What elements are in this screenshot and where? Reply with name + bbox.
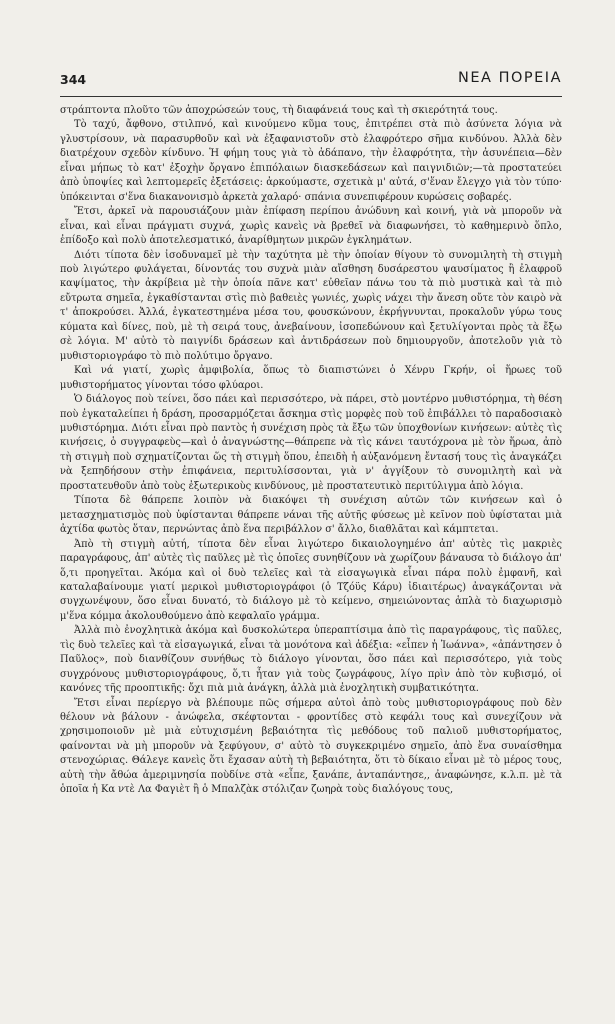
page-number: 344 <box>60 72 87 87</box>
paragraph: Ὁ διάλογος ποὺ τείνει, ὅσο πάει καὶ περισσότερο, νὰ πάρει, στὸ μοντέρνο μυθιστόρημα, τὴ θέση ποὺ ἐγκαταλείπει ἡ δράση, προσαρμόζεται ἄσκημα στὶς μορφὲς ποὺ τοῦ ἐπιβάλλει τὸ παραδοσιακὸ μυθιστόρημα. Διότι εἶναι πρὸ παντὸς ἡ συνέχιση πρὸς τὰ ἔξω τῶν ὑποχθονίων κινήσεων: αὐτὲς τὶς κινήσεις, ὁ συγγραφεὺς—καὶ ὁ ἀναγνώστης—θάπρεπε νὰ τὶς κάνει ταυτόχρονα μὲ τὸν ἥρωα, ἀπὸ τὴ στιγμὴ ποὺ σχηματίζονται ὥς τὴ στιγμὴ ὅπου, ἐπειδὴ ἡ αὐξανόμενη ἔντασή τους τὶς ἀναγκάζει νὰ ξεπηδήσουν στὴν ἐπιφάνεια, περιτυλίσσονται, γιὰ ν' ἀγγίξουν τὸ συνομιλητὴ καὶ νὰ προστατευθοῦν ἀπὸ τοὺς ἐξωτερικοὺς κινδύνους, μὲ προστατευτικὸ περιτύλιγμα ἀπὸ λόγια. <box>60 394 562 492</box>
paragraph: Καὶ νά γιατί, χωρὶς ἀμφιβολία, ὅπως τὸ διαπιστώνει ὁ Χένρυ Γκρήν, οἱ ἥρωες τοῦ μυθιστορήματος γίνονται τόσο φλύαροι. <box>60 365 562 391</box>
paragraph: Ἀπὸ τὴ στιγμὴ αὐτή, τίποτα δὲν εἶναι λιγώτερο δικαιολογημένο ἀπ' αὐτὲς τὶς μακριὲς παραγράφους, ἀπ' αὐτὲς τὶς παῦλες μὲ τὶς ὁποῖες συνηθίζουν νὰ χωρίζουν βάναυσα τὸ διάλογο ἀπ' ὅ,τι προηγεῖται. Ἀκόμα καὶ οἱ δυὸ τελεῖες καὶ τὰ εἰσαγωγικὰ εἶναι πάρα πολὺ ἐμφανῆ, καὶ καταλαβαίνουμε γιατί μερικοὶ μυθιστοριογράφοι (ὁ Τζόϋς Κάρυ) ἰδιαιτέρως) ἀναγκάζονται νὰ συγχωνέψουν, ὅσο εἶναι δυνατό, τὸ διάλογο μὲ τὸ κείμενο, σημειώνοντας ἁπλὰ τὸ διαχωρισμὸ μ'ἕνα κόμμα ἀκολουθούμενο ἀπὸ κεφαλαῖο γράμμα. <box>60 538 562 622</box>
paragraph: Ἀλλὰ πιὸ ἐνοχλητικὰ ἀκόμα καὶ δυσκολώτερα ὑπεραπτίσιμα ἀπὸ τὶς παραγράφους, τὶς παῦλες, τὶς δυὸ τελεῖες καὶ τὰ εἰσαγωγικά, εἶναι τὰ μονότονα καὶ ἀδέξια: «εἶπεν ἡ Ἰωάννα», «ἀπάντησεν ὁ Παῦλος», ποὺ διανθίζουν συνήθως τὸ διάλογο γίνονται, ὅσο πάει καὶ περισσότερο, γιὰ τοὺς συγχρόνους μυθιστοριογράφους, ὅ,τι ἦταν γιὰ τοὺς ζωγράφους, λίγο πρὶν ἀπὸ τὸν κυβισμό, οἱ κανόνες τῆς προοπτικῆς: ὄχι πιὰ μιὰ ἀνάγκη, ἀλλὰ μιὰ ἐνοχλητικὴ συμβατικότητα. <box>60 625 562 695</box>
journal-title: ΝΕΑ ΠΟΡΕΙΑ <box>458 70 562 86</box>
paragraph: Τίποτα δὲ θάπρεπε λοιπὸν νὰ διακόψει τὴ συνέχιση αὐτῶν τῶν κινήσεων καὶ ὁ μετασχηματισμὸς ποὺ ὑφίστανται θάπρεπε νάναι τῆς αὐτῆς φύσεως μὲ κεῖνον ποὺ ὑφίσταται μιὰ ἀχτίδα φωτὸς ὅταν, περνώντας ἀπὸ ἕνα περιβάλλον σ' ἄλλο, διαθλᾶται καὶ κάμπτεται. <box>60 495 562 536</box>
paragraph: Ἔτσι εἶναι περίεργο νὰ βλέπουμε πῶς σήμερα αὐτοὶ ἀπὸ τοὺς μυθιστοριογράφους ποὺ δὲν θέλουν νὰ βάλουν - ἀνώφελα, σκέφτονται - φροντίδες στὸ κεφάλι τους καὶ συνεχίζουν νὰ χρησιμοποιοῦν μὲ μιὰ εὐτυχισμένη βεβαιότητα τὶς μεθόδους τοῦ παλιοῦ μυθιστορήματος, φαίνονται νὰ μὴ μποροῦν νὰ ξεφύγουν, σ' αὐτὸ τὸ συγκεκριμένο σημεῖο, ἀπὸ ἕνα συναίσθημα στενοχώριας. Θάλεγε κανεὶς ὅτι ἔχασαν αὐτὴ τὴ βεβαιότητα, ὅτι τὸ δίκαιο εἶναι μὲ τὸ μέρος τους, αὐτὴ τὴν ἄθώα ἀμεριμνησία ποὺδίνε στὰ «εἶπε, ξανάπε, ἀνταπάντησε,, ἀναφώνησε, κ.λ.π. μὲ τὰ ὁποῖα ἡ Κα ντὲ Λα Φαγιὲτ ἢ ὁ Μπαλζὰκ στόλιζαν ζωηρὰ τοὺς διαλόγους τους, <box>60 697 562 796</box>
paragraph: Διότι τίποτα δὲν ἰσοδυναμεῖ μὲ τὴν ταχύτητα μὲ τὴν ὁποίαν θίγουν τὸ συνομιλητὴ τὴ στιγμὴ ποὺ λιγώτερο φυλάγεται, δίνοντάς του συχνὰ μιὰν αἴσθηση δυσάρεστου ψαυσίματος ἢ ἐλαφροῦ καψίματος, τὴν ἀκρίβεια μὲ τὴν ὁποία πᾶνε κατ' εὐθεῖαν πάνω του τὰ πιὸ μυστικὰ καὶ τὰ πιὸ εὔτρωτα σημεῖα, ἐγκαθίστανται στὶς πιὸ βαθειὲς γωνιές, χωρὶς νάχει τὴν ἄνεση οὔτε τὸν καιρὸ νὰ τ' ἀποκρούσει. Ἀλλά, ἐγκατεστημένα μέσα του, φουσκώνουν, ἐκρήγνυνται, προκαλοῦν γύρω τους κύματα καὶ δίνες, ποὺ, μὲ τὴ σειρά τους, ἀνεβαίνουν, ἰσοπεδώνουν καὶ ξετυλίγονται πρὸς τὰ ἔξω σὲ λόγια. Μ' αὐτὸ τὸ παιγνίδι δράσεων καὶ ἀντιδράσεων ποὺ δημιουργοῦν, ἀποτελοῦν γιὰ τὸ μυθιστοριογράφο τὸ πιὸ πολύτιμο ὄργανο. <box>60 249 562 362</box>
paragraph: Ἔτσι, ἀρκεῖ νὰ παρουσιάζουν μιὰν ἐπίφαση περίπου ἀνώδυνη καὶ κοινή, γιὰ νὰ μποροῦν νὰ εἶναι, καὶ εἶναι πράγματι συχνά, χωρὶς κανεὶς νὰ βρεθεῖ νὰ διαφωνήσει, τὸ καθημερινὸ ὅπλο, ἐπίδοξο καὶ πολὺ ἀποτελεσματικό, ἀναρίθμητων μικρῶν ἐγκλημάτων. <box>60 206 562 247</box>
paragraph: στράπτοντα πλοῦτο τῶν ἀποχρώσεών τους, τὴ διαφάνειά τους καὶ τὴ σκιερότητά τους. <box>60 105 498 116</box>
running-header <box>60 70 562 92</box>
body-text <box>60 104 562 798</box>
paragraph: Τὸ ταχύ, ἄφθονο, στιλπνό, καὶ κινούμενο κῦμα τους, ἐπιτρέπει στὰ πιὸ ἀσύνετα λόγια νὰ γλυστρίσουν, νὰ παρασυρθοῦν καὶ νὰ ἐξαφανιστοῦν στὸ ἐλαφρότερο σῆμα κινδύνου. Ἀλλὰ δὲν διατρέχουν σχεδὸν κίνδυνο. Ἡ φήμη τους γιὰ τὸ ἀδάπανο, τὴν ἐλαφρότητα, τὴν ἀσυνέπεια—δὲν εἶναι μήπως τὸ κατ' ἐξοχὴν ὄργανο ἐπιπόλαιων διασκεδάσεων καὶ παιγνιδιῶν;—τὰ προστατεύει ἀπὸ ὑποψίες καὶ λεπτομερεῖς ἐξετάσεις: ἀρκούμαστε, σχετικὰ μ' αὐτά, σ'ἕναν ἔλεγχο γιὰ τὸν τύπο· ὑπόκεινται σ'ἕνα διακανονισμὸ ἀρκετὰ χαλαρό· σπάνια συνεπιφέρουν κυρώσεις σοβαρές. <box>60 119 562 203</box>
header-rule <box>60 96 562 97</box>
